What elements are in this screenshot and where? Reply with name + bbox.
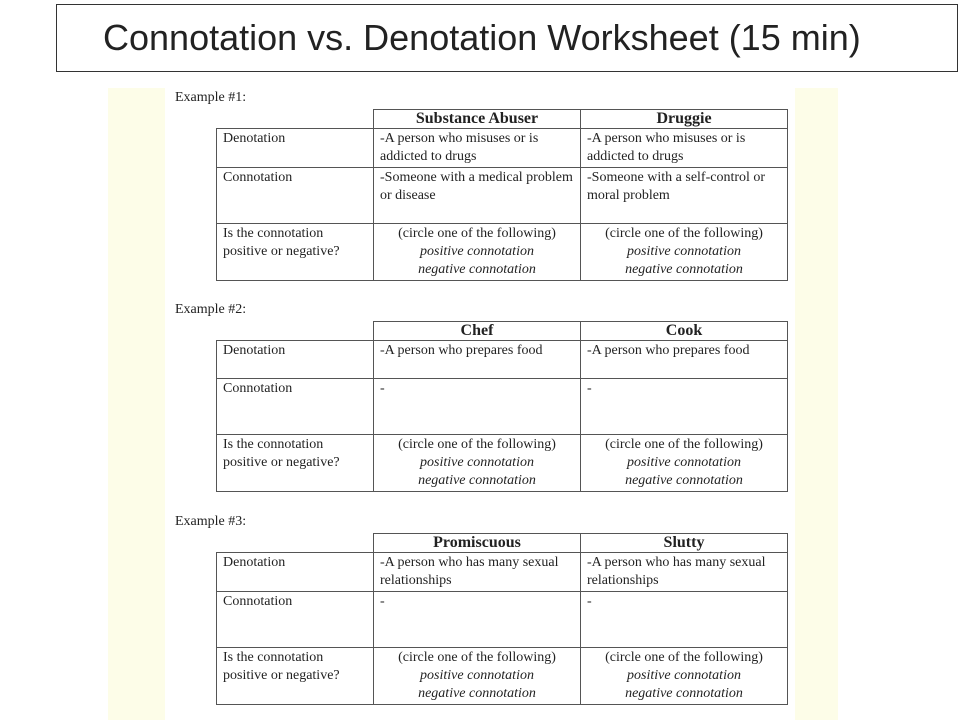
- term-2-header: Druggie: [581, 110, 788, 129]
- term-1-denotation: -A person who has many sexual relationships: [374, 553, 581, 592]
- term-2-denotation: -A person who misuses or is addicted to drugs: [581, 129, 788, 168]
- blank-header-cell: [217, 110, 374, 129]
- denotation-label: Denotation: [217, 553, 374, 592]
- circle-prompt: (circle one of the following): [605, 437, 763, 452]
- term-1-choice-cell: [374, 648, 581, 705]
- question-row: [217, 435, 788, 492]
- term-2-header: Slutty: [581, 534, 788, 553]
- term-1-header: Substance Abuser: [374, 110, 581, 129]
- denotation-label: Denotation: [217, 129, 374, 168]
- example-2-table: [216, 321, 788, 492]
- circle-prompt: (circle one of the following): [398, 437, 556, 452]
- denotation-label: Denotation: [217, 341, 374, 379]
- blank-header-cell: [217, 322, 374, 341]
- connotation-row: [217, 168, 788, 224]
- negative-option[interactable]: negative connotation: [625, 473, 743, 488]
- term-2-denotation: -A person who prepares food: [581, 341, 788, 379]
- denotation-row: [217, 129, 788, 168]
- positive-option[interactable]: positive connotation: [420, 244, 534, 259]
- term-1-choice-cell: [374, 224, 581, 281]
- circle-prompt: (circle one of the following): [605, 226, 763, 241]
- term-2-choice-cell: [581, 435, 788, 492]
- example-3-label: Example #3:: [175, 514, 247, 529]
- term-1-denotation: -A person who prepares food: [374, 341, 581, 379]
- positive-option[interactable]: positive connotation: [627, 668, 741, 683]
- connotation-label: Connotation: [217, 168, 374, 224]
- term-2-choice-cell: [581, 648, 788, 705]
- question-row: [217, 648, 788, 705]
- positive-option[interactable]: positive connotation: [420, 455, 534, 470]
- table-header-row: [217, 534, 788, 553]
- negative-option[interactable]: negative connotation: [418, 262, 536, 277]
- term-2-connotation: -: [581, 592, 788, 648]
- term-2-header: Cook: [581, 322, 788, 341]
- positive-option[interactable]: positive connotation: [420, 668, 534, 683]
- term-1-header: Promiscuous: [374, 534, 581, 553]
- page-title: Connotation vs. Denotation Worksheet (15 min): [103, 17, 861, 58]
- term-1-connotation: -Someone with a medical problem or disease: [374, 168, 581, 224]
- negative-option[interactable]: negative connotation: [625, 686, 743, 701]
- table-header-row: [217, 110, 788, 129]
- term-1-choice-cell: [374, 435, 581, 492]
- term-1-connotation: -: [374, 379, 581, 435]
- question-label: Is the connotation positive or negative?: [217, 224, 374, 281]
- circle-prompt: (circle one of the following): [398, 650, 556, 665]
- connotation-label: Connotation: [217, 379, 374, 435]
- term-1-denotation: -A person who misuses or is addicted to drugs: [374, 129, 581, 168]
- example-1-label: Example #1:: [175, 90, 247, 105]
- term-2-connotation: -Someone with a self-control or moral problem: [581, 168, 788, 224]
- circle-prompt: (circle one of the following): [398, 226, 556, 241]
- example-1-table: [216, 109, 788, 281]
- example-3-table: [216, 533, 788, 705]
- question-label: Is the connotation positive or negative?: [217, 435, 374, 492]
- negative-option[interactable]: negative connotation: [418, 473, 536, 488]
- example-2-label: Example #2:: [175, 302, 247, 317]
- question-row: [217, 224, 788, 281]
- term-2-choice-cell: [581, 224, 788, 281]
- denotation-row: [217, 341, 788, 379]
- question-label: Is the connotation positive or negative?: [217, 648, 374, 705]
- connotation-row: [217, 592, 788, 648]
- positive-option[interactable]: positive connotation: [627, 455, 741, 470]
- worksheet-image: [165, 88, 795, 720]
- negative-option[interactable]: negative connotation: [625, 262, 743, 277]
- blank-header-cell: [217, 534, 374, 553]
- term-1-connotation: -: [374, 592, 581, 648]
- positive-option[interactable]: positive connotation: [627, 244, 741, 259]
- term-1-header: Chef: [374, 322, 581, 341]
- circle-prompt: (circle one of the following): [605, 650, 763, 665]
- table-header-row: [217, 322, 788, 341]
- connotation-row: [217, 379, 788, 435]
- title-box: [56, 4, 958, 72]
- negative-option[interactable]: negative connotation: [418, 686, 536, 701]
- connotation-label: Connotation: [217, 592, 374, 648]
- term-2-denotation: -A person who has many sexual relationships: [581, 553, 788, 592]
- denotation-row: [217, 553, 788, 592]
- term-2-connotation: -: [581, 379, 788, 435]
